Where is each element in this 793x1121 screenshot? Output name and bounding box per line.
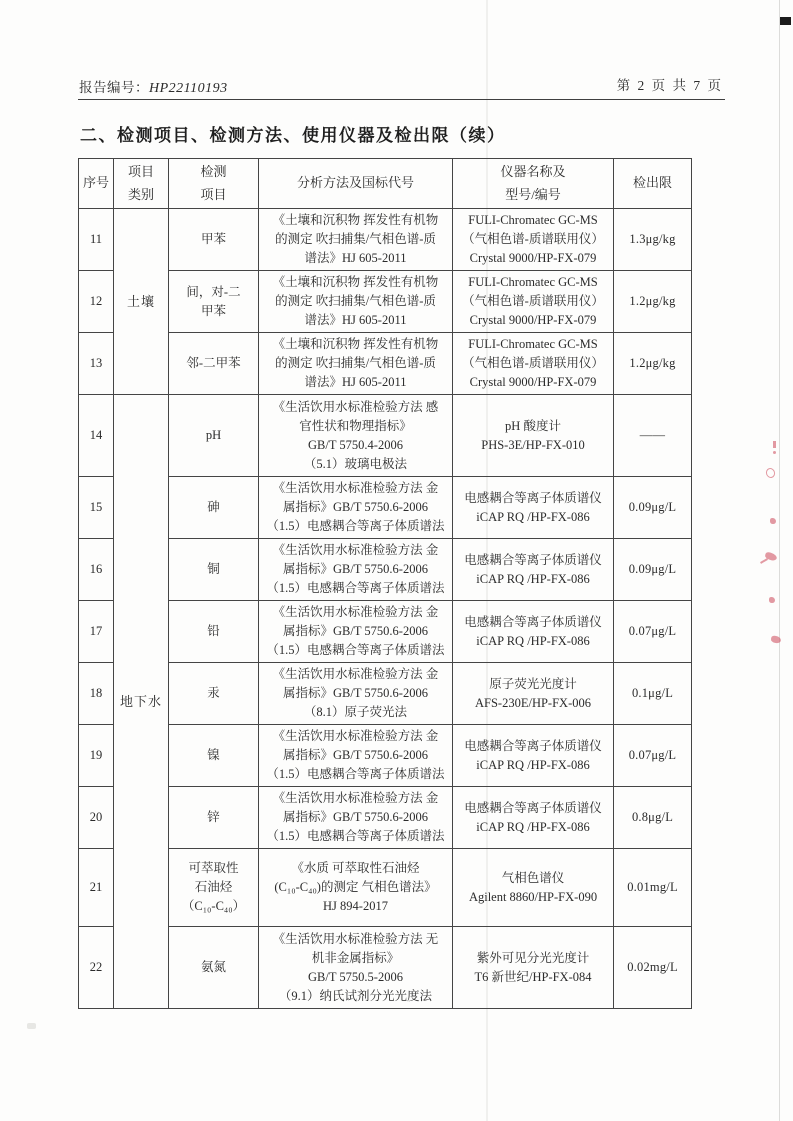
cell-no: 20	[79, 787, 114, 849]
table-row	[79, 271, 692, 333]
cell-instrument: 气相色谱仪 Agilent 8860/HP-FX-090	[453, 849, 614, 927]
cell-no: 13	[79, 333, 114, 395]
report-number-value: HP22110193	[149, 81, 228, 96]
cell-instrument: FULI-Chromatec GC-MS （气相色谱-质谱联用仪） Crystal 9000/HP-FX-079	[453, 271, 614, 333]
cell-method: 《生活饮用水标准检验方法 金 属指标》GB/T 5750.6-2006 （1.5）电感耦合等离子体质谱法	[259, 539, 453, 601]
table-row	[79, 395, 692, 477]
table-row	[79, 787, 692, 849]
table-row	[79, 333, 692, 395]
red-ink-artifact	[765, 467, 777, 479]
cell-method: 《生活饮用水标准检验方法 金 属指标》GB/T 5750.6-2006 （8.1）原子荧光法	[259, 663, 453, 725]
cell-method: 《生活饮用水标准检验方法 金 属指标》GB/T 5750.6-2006 （1.5）电感耦合等离子体质谱法	[259, 787, 453, 849]
cell-method: 《土壤和沉积物 挥发性有机物 的测定 吹扫捕集/气相色谱-质 谱法》HJ 605-2011	[259, 209, 453, 271]
cell-item: 间，对-二 甲苯	[169, 271, 259, 333]
red-ink-artifact	[773, 451, 776, 454]
cell-limit: 1.2μg/kg	[614, 333, 692, 395]
cell-item: 汞	[169, 663, 259, 725]
cell-limit: ——	[614, 395, 692, 477]
cell-limit: 0.8μg/L	[614, 787, 692, 849]
cell-method: 《生活饮用水标准检验方法 无 机非金属指标》 GB/T 5750.5-2006 （9.1）纳氏试剂分光光度法	[259, 927, 453, 1009]
table-row	[79, 849, 692, 927]
cell-no: 18	[79, 663, 114, 725]
cell-item: 镍	[169, 725, 259, 787]
cell-limit: 0.09μg/L	[614, 477, 692, 539]
cell-item: 铅	[169, 601, 259, 663]
table-row	[79, 663, 692, 725]
cell-no: 19	[79, 725, 114, 787]
red-ink-artifact	[760, 558, 768, 564]
cell-limit: 1.2μg/kg	[614, 271, 692, 333]
cell-method: 《生活饮用水标准检验方法 金 属指标》GB/T 5750.6-2006 （1.5）电感耦合等离子体质谱法	[259, 725, 453, 787]
table-row	[79, 539, 692, 601]
red-ink-artifact	[773, 441, 776, 448]
cell-method: 《生活饮用水标准检验方法 金 属指标》GB/T 5750.6-2006 （1.5）电感耦合等离子体质谱法	[259, 477, 453, 539]
table-row	[79, 477, 692, 539]
cell-limit: 0.02mg/L	[614, 927, 692, 1009]
cell-no: 22	[79, 927, 114, 1009]
cell-item: 甲苯	[169, 209, 259, 271]
cell-instrument: 原子荧光光度计 AFS-230E/HP-FX-006	[453, 663, 614, 725]
cell-no: 11	[79, 209, 114, 271]
cell-method: 《土壤和沉积物 挥发性有机物 的测定 吹扫捕集/气相色谱-质 谱法》HJ 605-2011	[259, 271, 453, 333]
cell-instrument: 电感耦合等离子体质谱仪 iCAP RQ /HP-FX-086	[453, 477, 614, 539]
table-header-row	[79, 159, 692, 209]
report-number-label: 报告编号：	[79, 80, 149, 95]
scan-edge-mark	[780, 17, 791, 25]
cell-item: pH	[169, 395, 259, 477]
cell-limit: 1.3μg/kg	[614, 209, 692, 271]
cell-instrument: FULI-Chromatec GC-MS （气相色谱-质谱联用仪） Crystal 9000/HP-FX-079	[453, 209, 614, 271]
cell-item: 可萃取性 石油烃 （C₁₀-C₄₀）	[169, 849, 259, 927]
col-header-method: 分析方法及国标代号	[259, 159, 453, 209]
cell-limit: 0.1μg/L	[614, 663, 692, 725]
header-rule	[78, 99, 725, 100]
col-header-item: 检测 项目	[169, 159, 259, 209]
cell-item: 氨氮	[169, 927, 259, 1009]
cell-limit: 0.07μg/L	[614, 601, 692, 663]
cell-no: 16	[79, 539, 114, 601]
red-ink-artifact	[769, 597, 775, 603]
cell-limit: 0.09μg/L	[614, 539, 692, 601]
col-header-category: 项目 类别	[114, 159, 169, 209]
section-title: 二、检测项目、检测方法、使用仪器及检出限（续）	[80, 126, 506, 145]
cell-method: 《生活饮用水标准检验方法 感 官性状和物理指标》 GB/T 5750.4-2006 （5.1）玻璃电极法	[259, 395, 453, 477]
cell-method: 《土壤和沉积物 挥发性有机物 的测定 吹扫捕集/气相色谱-质 谱法》HJ 605-2011	[259, 333, 453, 395]
cell-instrument: 电感耦合等离子体质谱仪 iCAP RQ /HP-FX-086	[453, 787, 614, 849]
page-indicator: 第 2 页 共 7 页	[616, 78, 723, 93]
cell-no: 15	[79, 477, 114, 539]
scan-edge-line	[779, 0, 780, 1121]
table-row	[79, 209, 692, 271]
report-number-line	[79, 76, 228, 97]
table-row	[79, 601, 692, 663]
cell-limit: 0.01mg/L	[614, 849, 692, 927]
cell-instrument: 电感耦合等离子体质谱仪 iCAP RQ /HP-FX-086	[453, 539, 614, 601]
col-header-limit: 检出限	[614, 159, 692, 209]
cell-item: 邻-二甲苯	[169, 333, 259, 395]
cell-no: 21	[79, 849, 114, 927]
red-ink-artifact	[770, 518, 776, 524]
col-header-instrument: 仪器名称及 型号/编号	[453, 159, 614, 209]
cell-category-soil: 土壤	[114, 209, 169, 395]
test-items-table	[78, 158, 692, 1009]
cell-item: 锌	[169, 787, 259, 849]
cell-instrument: 电感耦合等离子体质谱仪 iCAP RQ /HP-FX-086	[453, 725, 614, 787]
cell-item: 铜	[169, 539, 259, 601]
cell-item: 砷	[169, 477, 259, 539]
scan-speck	[27, 1023, 36, 1029]
cell-instrument: pH 酸度计 PHS-3E/HP-FX-010	[453, 395, 614, 477]
cell-category-groundwater: 地下水	[114, 395, 169, 1009]
cell-instrument: 电感耦合等离子体质谱仪 iCAP RQ /HP-FX-086	[453, 601, 614, 663]
cell-no: 17	[79, 601, 114, 663]
cell-method: 《水质 可萃取性石油烃 (C₁₀-C₄₀)的测定 气相色谱法》 HJ 894-2017	[259, 849, 453, 927]
table-row	[79, 725, 692, 787]
cell-no: 14	[79, 395, 114, 477]
col-header-serial: 序号	[79, 159, 114, 209]
cell-method: 《生活饮用水标准检验方法 金 属指标》GB/T 5750.6-2006 （1.5）电感耦合等离子体质谱法	[259, 601, 453, 663]
cell-instrument: 紫外可见分光光度计 T6 新世纪/HP-FX-084	[453, 927, 614, 1009]
cell-limit: 0.07μg/L	[614, 725, 692, 787]
cell-instrument: FULI-Chromatec GC-MS （气相色谱-质谱联用仪） Crystal 9000/HP-FX-079	[453, 333, 614, 395]
cell-no: 12	[79, 271, 114, 333]
table-row	[79, 927, 692, 1009]
